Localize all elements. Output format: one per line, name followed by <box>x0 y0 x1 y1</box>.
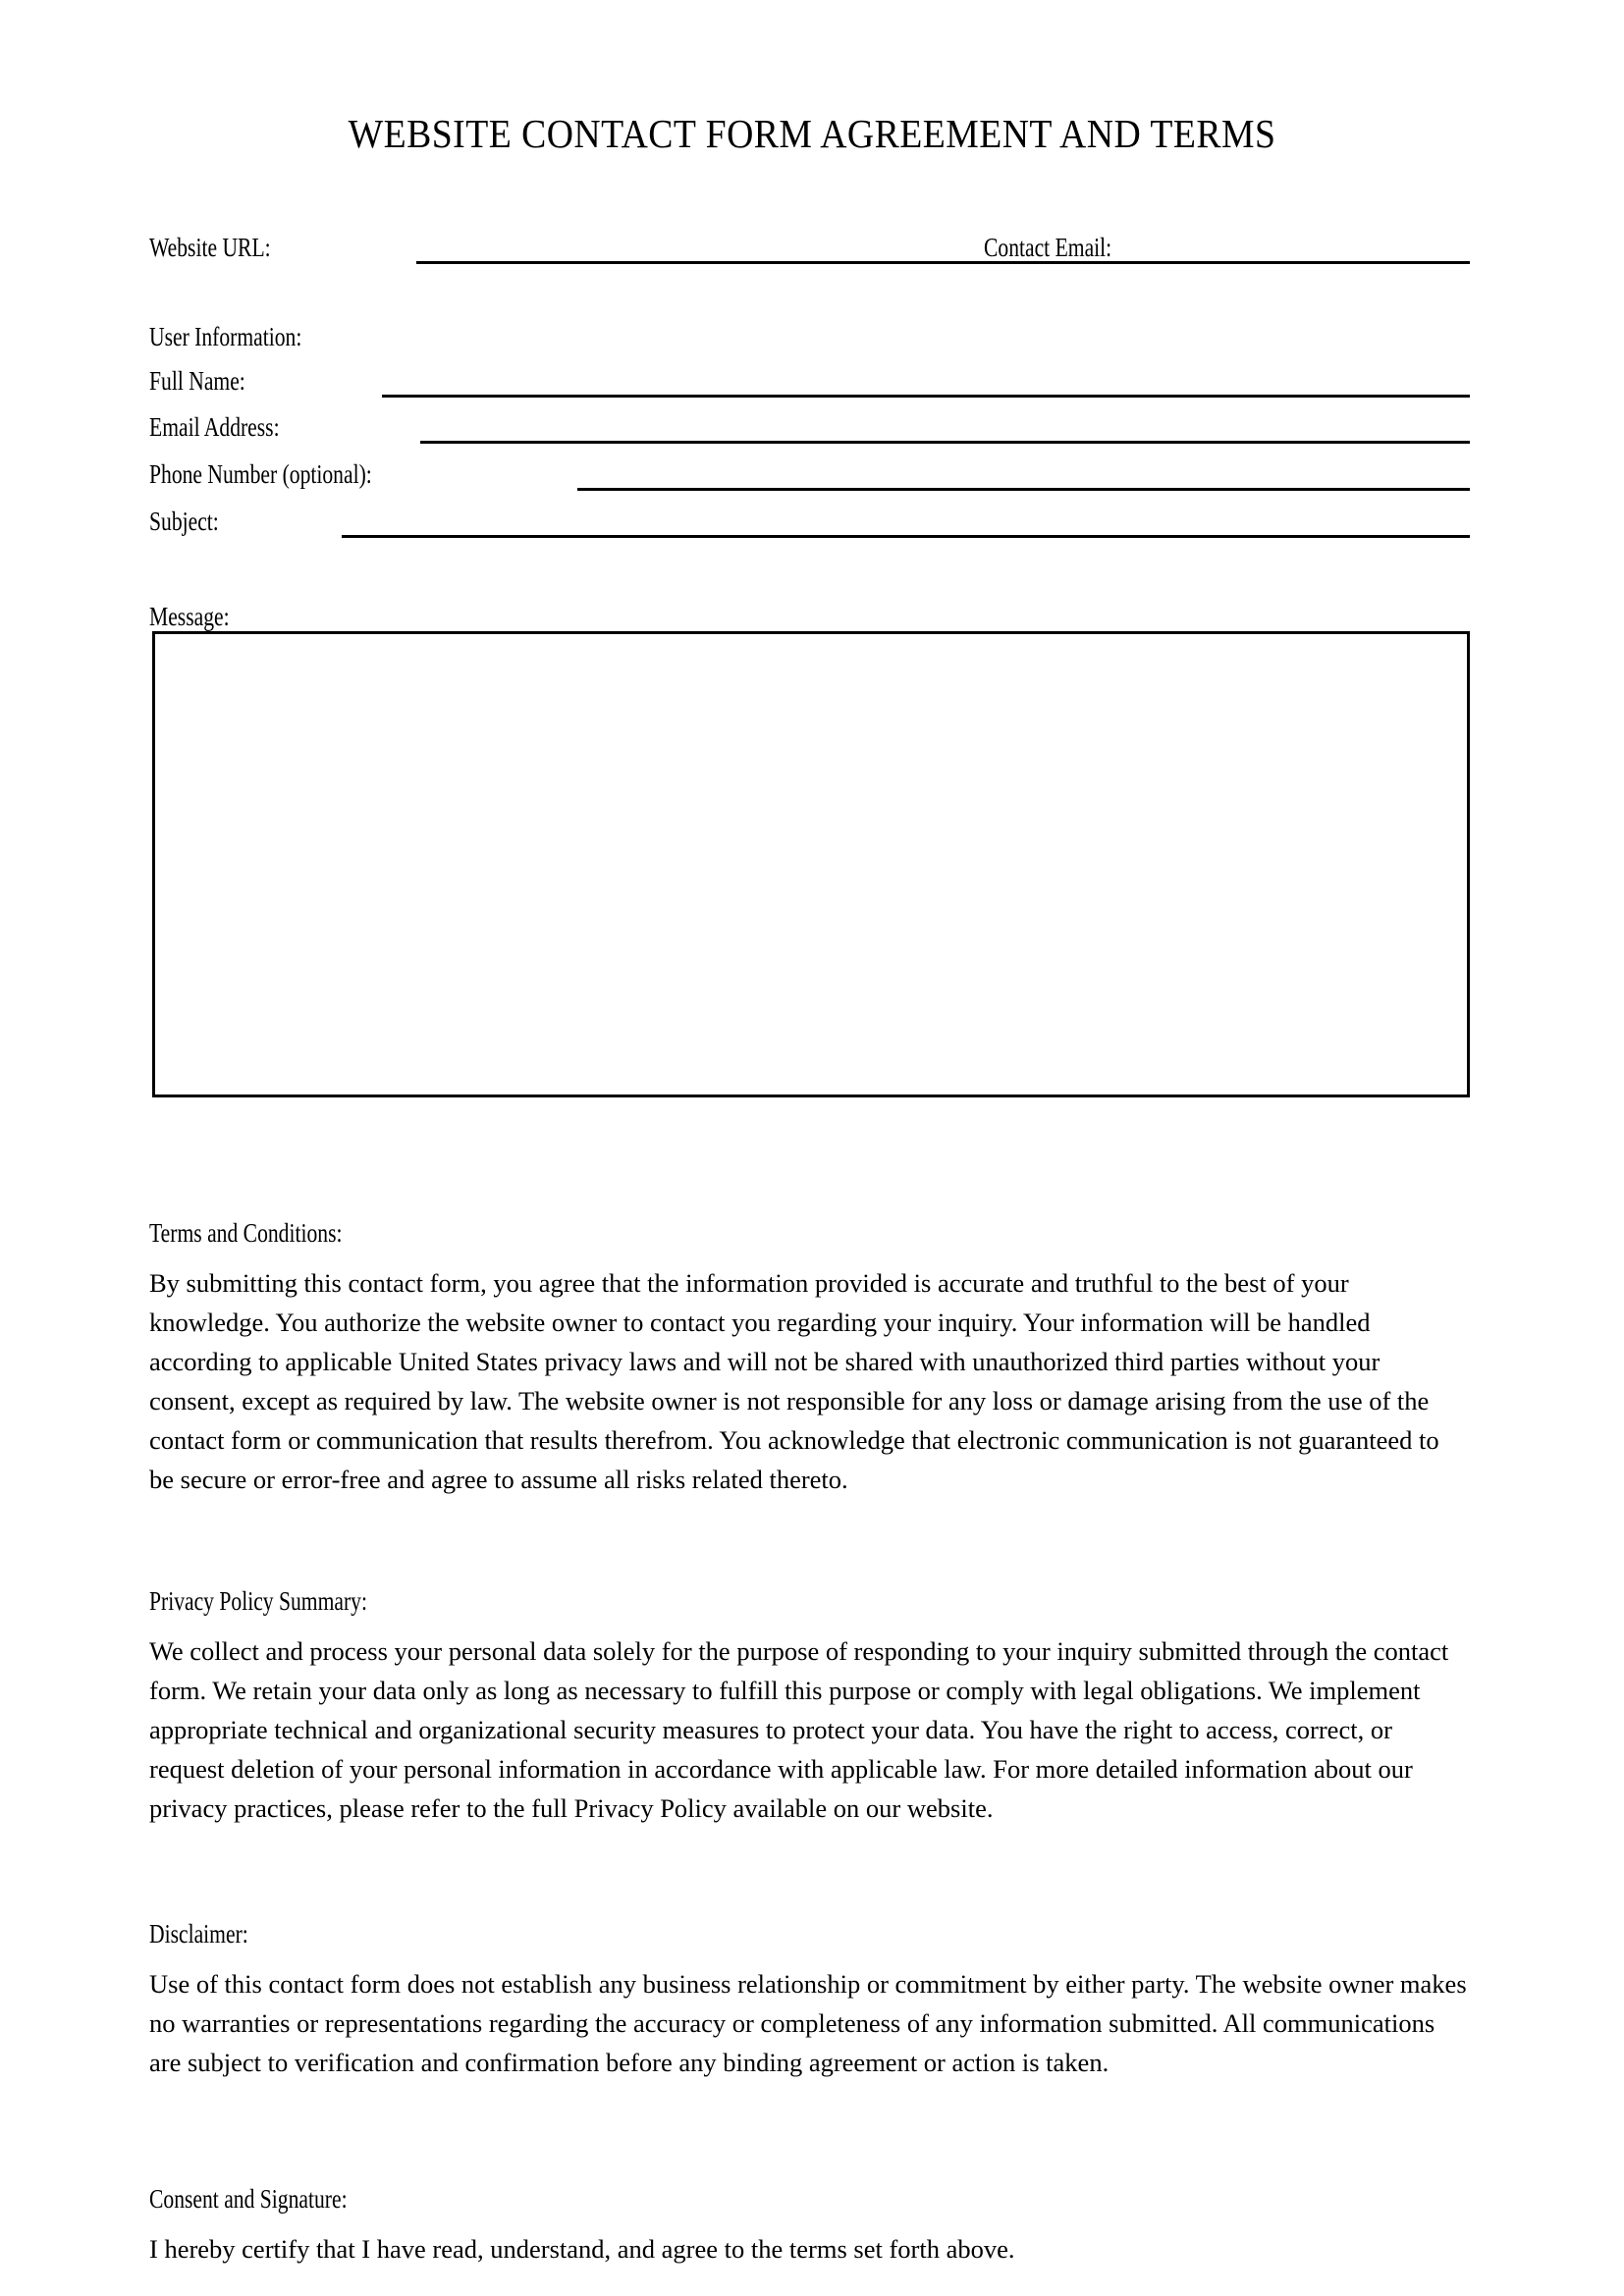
subject-input[interactable] <box>342 535 1470 538</box>
message-textarea[interactable] <box>152 631 1470 1097</box>
phone-number-label: Phone Number (optional): <box>149 459 372 489</box>
page-title: WEBSITE CONTACT FORM AGREEMENT AND TERMS <box>348 111 1276 156</box>
consent-and-signature-body: I hereby certify that I have read, understand, and agree to the terms set forth above. <box>149 2234 1015 2264</box>
message-label: Message: <box>149 602 230 631</box>
user-information-heading: User Information: <box>149 322 302 351</box>
subject-label: Subject: <box>149 507 219 536</box>
full-name-input[interactable] <box>382 395 1470 398</box>
website-url-input[interactable] <box>416 261 1470 264</box>
full-name-label: Full Name: <box>149 366 245 396</box>
terms-and-conditions-body: By submitting this contact form, you agree that the information provided is accurate and truthful to the best of your knowledge. You authorize the website owner to contact you regarding your inquiry. Your information will be handled according to applicable United States privacy laws and will not be shared with unauthorized third parties without your consent, except as required by law. The website owner is not responsible for any loss or damage arising from the use of the contact form or communication that results therefrom. You acknowledge that electronic communication is not guaranteed to be secure or error-free and agree to assume all risks related thereto. <box>149 1268 1439 1494</box>
website-url-label: Website URL: <box>149 233 271 262</box>
terms-and-conditions-heading: Terms and Conditions: <box>149 1218 343 1248</box>
privacy-policy-summary-heading: Privacy Policy Summary: <box>149 1586 367 1616</box>
email-address-input[interactable] <box>420 441 1470 444</box>
contact-email-label: Contact Email: <box>984 233 1112 262</box>
email-address-label: Email Address: <box>149 412 280 442</box>
privacy-policy-summary-body: We collect and process your personal data solely for the purpose of responding to your inquiry submitted through the contact form. We retain your data only as long as necessary to fulfill this purpose or comply with legal obligations. We implement appropriate technical and organizational security measures to protect your data. You have the right to access, correct, or request deletion of your personal information in accordance with applicable law. For more detailed information about our privacy practices, please refer to the full Privacy Policy available on our website. <box>149 1636 1449 1823</box>
phone-number-input[interactable] <box>577 488 1470 491</box>
disclaimer-heading: Disclaimer: <box>149 1919 248 1949</box>
disclaimer-body: Use of this contact form does not establish any business relationship or commitment by either party. The website owner makes no warranties or representations regarding the accuracy or completeness of any information submitted. All communications are subject to verification and confirmation before any binding agreement or action is taken. <box>149 1969 1467 2077</box>
consent-and-signature-heading: Consent and Signature: <box>149 2184 348 2214</box>
